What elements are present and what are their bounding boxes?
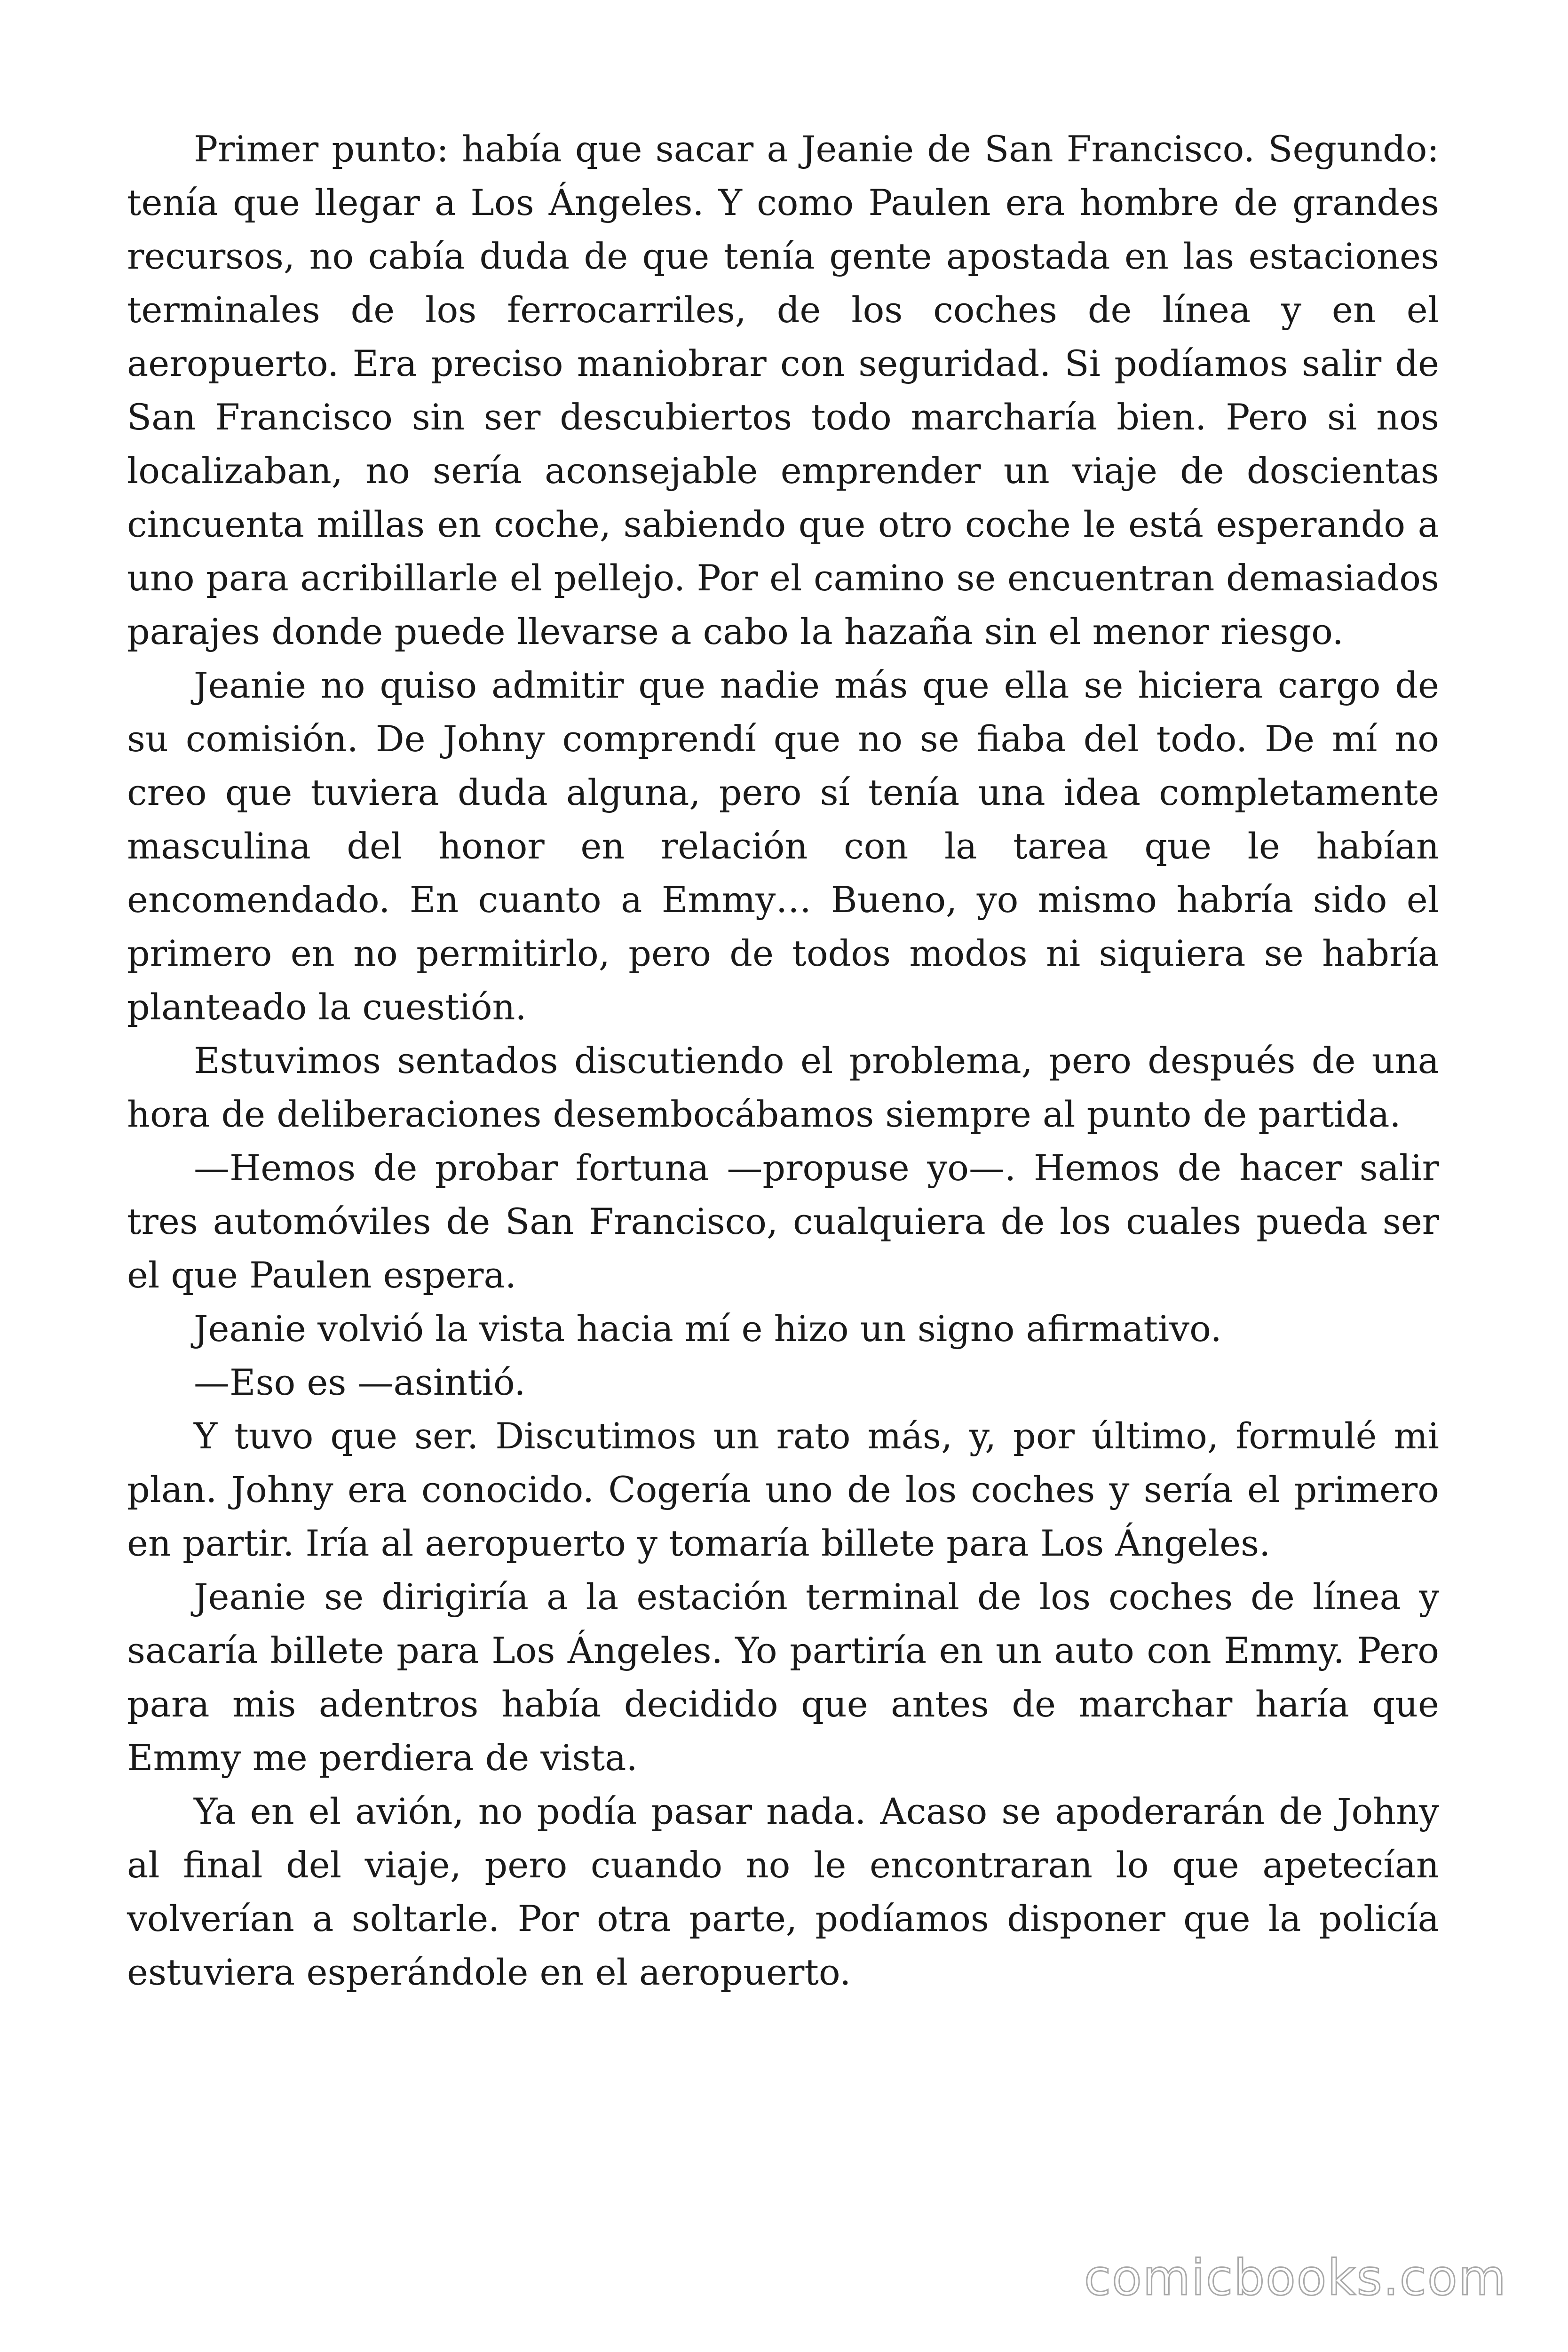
paragraph: Y tuvo que ser. Discutimos un rato más, y, por último, formulé mi plan. Johny era conocido. Cogería uno de los coches y sería el primero en partir. Iría al aeropuerto y tomaría billete para Los Ángeles.	[127, 1415, 1439, 1564]
paragraph: Estuvimos sentados discutiendo el problema, pero después de una hora de deliberaciones desembocábamos siempre al punto de partida.	[127, 1040, 1439, 1135]
watermark: comicbooks.com	[1084, 2249, 1507, 2306]
paragraph: —Hemos de probar fortuna —propuse yo—. Hemos de hacer salir tres automóviles de San Francisco, cualquiera de los cuales pueda ser el que Paulen espera.	[127, 1147, 1439, 1296]
paragraph: Ya en el avión, no podía pasar nada. Acaso se apoderarán de Johny al final del viaje, pero cuando no le encontraran lo que apetecían volverían a soltarle. Por otra parte, podíamos disponer que la policía estuviera esperándole en el aeropuerto.	[127, 1790, 1439, 1993]
paragraph: Primer punto: había que sacar a Jeanie de San Francisco. Segundo: tenía que llegar a Los Ángeles. Y como Paulen era hombre de grandes recursos, no cabía duda de que tenía gente apostada en las estaciones terminales de los ferrocarriles, de los coches de línea y en el aeropuerto. Era preciso maniobrar con seguridad. Si podíamos salir de San Francisco sin ser descubiertos todo marcharía bien. Pero si nos localizaban, no sería aconsejable emprender un viaje de doscientas cincuenta millas en coche, sabiendo que otro coche le está esperando a uno para acribillarle el pellejo. Por el camino se encuentran demasiados parajes donde puede llevarse a cabo la hazaña sin el menor riesgo.	[127, 128, 1439, 652]
paragraph: Jeanie no quiso admitir que nadie más que ella se hiciera cargo de su comisión. De Johny comprendí que no se fiaba del todo. De mí no creo que tuviera duda alguna, pero sí tenía una idea completamente masculina del honor en relación con la tarea que le habían encomendado. En cuanto a Emmy… Bueno, yo mismo habría sido el primero en no permitirlo, pero de todos modos ni siquiera se habría planteado la cuestión.	[127, 664, 1439, 1028]
paragraph: Jeanie volvió la vista hacia mí e hizo un signo afirmativo.	[194, 1308, 1222, 1350]
paragraph: Jeanie se dirigiría a la estación terminal de los coches de línea y sacaría billete para Los Ángeles. Yo partiría en un auto con Emmy. Pero para mis adentros había decidido que antes de marchar haría que Emmy me perdiera de vista.	[127, 1576, 1439, 1779]
paragraph: —Eso es —asintió.	[194, 1361, 526, 1403]
page-body	[127, 122, 1439, 1999]
